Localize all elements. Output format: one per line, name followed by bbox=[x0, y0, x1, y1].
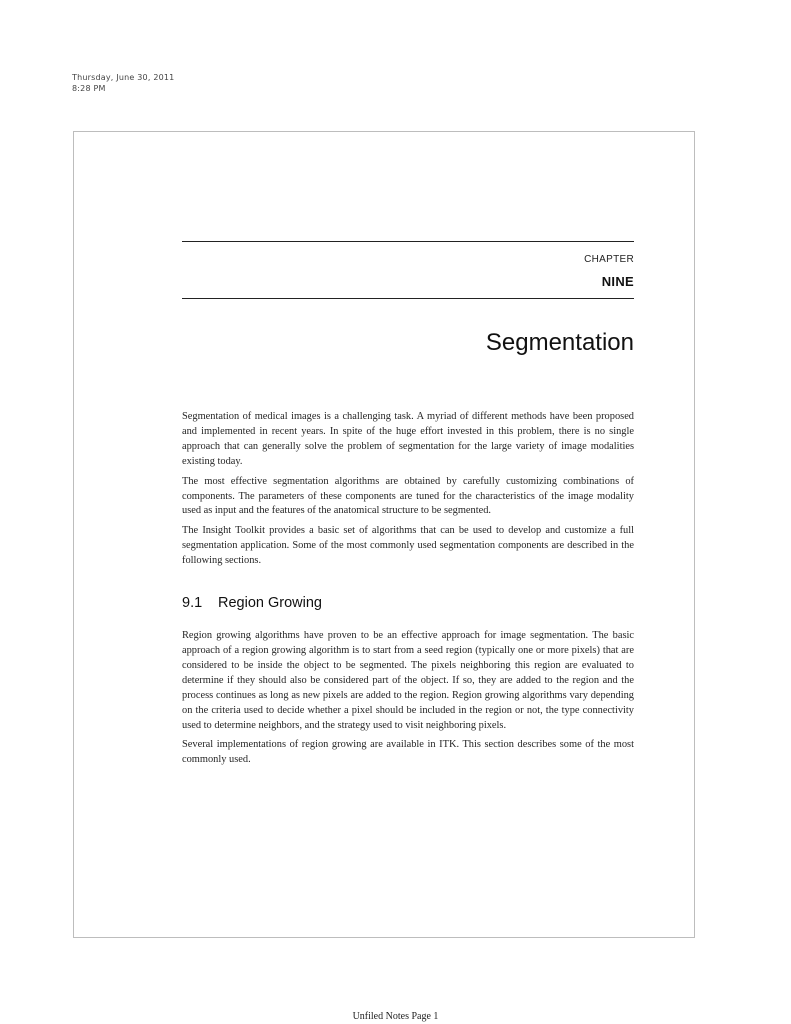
note-header bbox=[72, 72, 174, 94]
note-time: 8:28 PM bbox=[72, 84, 106, 93]
section-number: 9.1 bbox=[182, 595, 203, 612]
note-date: Thursday, June 30, 2011 bbox=[72, 73, 175, 82]
top-rule bbox=[182, 241, 634, 242]
page-footer: Unfiled Notes Page 1 bbox=[352, 1011, 439, 1022]
page-content bbox=[182, 241, 634, 768]
section-paragraph-1: Region growing algorithms have proven to be an effective approach for image segmentation. The basic approach of a region growing algorithm is to start from a seed region (typically one or more pixels) that are considered to be inside the object to be segmented. The pixels neighboring this region are evaluated to determine if they should also be considered part of the object. If so, they are added to the region and the process continues as long as new pixels are added to the region. Region growing algorithms vary depending on the criteria used to decide whether a pixel should be included in the region or not, the type connectivity used to determine neighbors, and the strategy used to visit neighboring pixels. bbox=[182, 630, 634, 731]
bottom-rule bbox=[182, 298, 634, 299]
section-paragraph-2: Several implementations of region growing are available in ITK. This section describes some of the most commonly used. bbox=[182, 739, 634, 766]
section-title: Region Growing bbox=[218, 595, 322, 612]
intro-paragraph-1: Segmentation of medical images is a challenging task. A myriad of different methods have been proposed and implemented in recent years. In spite of the huge effort invested in this problem, there is no single approach that can generally solve the problem of segmentation for the large variety of image modalities existing today. bbox=[182, 411, 634, 467]
chapter-title: Segmentation bbox=[485, 329, 634, 356]
intro-paragraph-2: The most effective segmentation algorithms are obtained by carefully customizing combinations of components. The parameters of these components are tuned for the characteristics of the image modality used as input and the features of the anatomical structure to be segmented. bbox=[182, 475, 634, 517]
chapter-number: NINE bbox=[601, 274, 634, 289]
chapter-label: CHAPTER bbox=[584, 254, 634, 265]
intro-paragraph-3: The Insight Toolkit provides a basic set of algorithms that can be used to develop and customize a full segmentation application. Some of the most commonly used segmentation components are described in the following sections. bbox=[182, 525, 634, 567]
section-heading bbox=[182, 595, 634, 611]
